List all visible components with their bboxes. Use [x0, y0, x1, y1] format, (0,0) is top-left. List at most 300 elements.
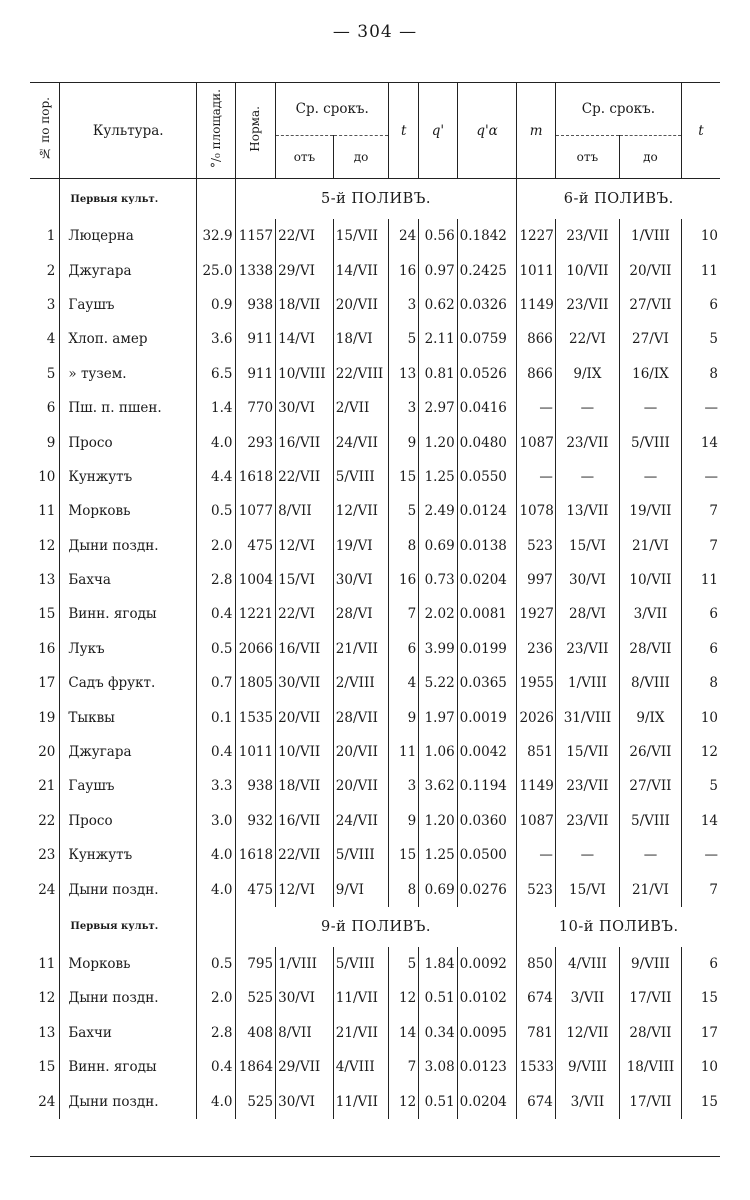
qa-value: 0.0102 — [457, 981, 517, 1015]
header-to-2: до — [619, 136, 681, 179]
crop-name: Винн. ягоды — [60, 597, 197, 631]
t-value: 3 — [389, 288, 419, 322]
term-to-2: 19/VII — [619, 494, 681, 528]
table-row — [30, 700, 720, 734]
qa-value: 0.0124 — [457, 494, 517, 528]
m-value: 866 — [517, 322, 555, 356]
table-row — [30, 735, 720, 769]
t-value-2: 14 — [681, 425, 720, 459]
term-to: 30/VI — [333, 563, 389, 597]
term-from-2: — — [555, 460, 619, 494]
header-to: до — [333, 136, 389, 179]
term-to: 5/VIII — [333, 947, 389, 981]
q-value: 0.51 — [419, 981, 457, 1015]
q-value: 0.56 — [419, 219, 457, 253]
row-number: 19 — [38, 709, 56, 726]
qa-value: 0.0500 — [457, 838, 517, 872]
t-value-2: 12 — [681, 735, 720, 769]
term-to-2: 27/VI — [619, 322, 681, 356]
row-number: 5 — [46, 365, 56, 382]
area-percent: 2.8 — [197, 1016, 235, 1050]
term-from-2: 23/VII — [555, 804, 619, 838]
term-from: 30/VI — [276, 981, 334, 1015]
row-number: 2 — [46, 262, 56, 279]
area-percent: 3.6 — [197, 322, 235, 356]
crop-name: Просо — [60, 804, 197, 838]
term-to-2: 26/VII — [619, 735, 681, 769]
t-value: 8 — [389, 872, 419, 906]
t-value: 3 — [389, 769, 419, 803]
t-value: 16 — [389, 563, 419, 597]
t-value-2: 17 — [681, 1016, 720, 1050]
m-value: — — [517, 391, 555, 425]
q-value: 0.34 — [419, 1016, 457, 1050]
term-from: 10/VIII — [276, 357, 334, 391]
table-row — [30, 1016, 720, 1050]
term-to: 18/VI — [333, 322, 389, 356]
norm: 475 — [235, 529, 276, 563]
table-header — [30, 83, 720, 179]
row-number: 3 — [46, 296, 56, 313]
term-to-2: — — [619, 838, 681, 872]
table-row — [30, 357, 720, 391]
norm: 1535 — [235, 700, 276, 734]
term-to: 9/VI — [333, 872, 389, 906]
term-from: 18/VII — [276, 769, 334, 803]
q-value: 3.62 — [419, 769, 457, 803]
term-from: 16/VII — [276, 804, 334, 838]
t-value: 5 — [389, 947, 419, 981]
t-value: 5 — [389, 322, 419, 356]
term-from-2: 9/VIII — [555, 1050, 619, 1084]
table-row — [30, 666, 720, 700]
row-number: 1 — [46, 228, 56, 245]
table-row — [30, 981, 720, 1015]
row-number: 13 — [38, 572, 56, 589]
t-value-2: 6 — [681, 947, 720, 981]
t-value-2: 10 — [681, 1050, 720, 1084]
qa-value: 0.0081 — [457, 597, 517, 631]
term-to-2: 28/VII — [619, 1016, 681, 1050]
crop-name: » тузем. — [60, 357, 197, 391]
row-number: 24 — [38, 1093, 56, 1110]
t-value-2: 7 — [681, 494, 720, 528]
crop-name: Дыни поздн. — [60, 529, 197, 563]
q-value: 2.11 — [419, 322, 457, 356]
table-row — [30, 425, 720, 459]
table-row — [30, 632, 720, 666]
header-crop: Культура. — [60, 83, 197, 179]
m-value: — — [517, 838, 555, 872]
t-value: 12 — [389, 981, 419, 1015]
norm: 1618 — [235, 460, 276, 494]
term-to-2: 27/VII — [619, 288, 681, 322]
area-percent: 2.0 — [197, 529, 235, 563]
t-value-2: 5 — [681, 322, 720, 356]
t-value: 24 — [389, 219, 419, 253]
term-to-2: 16/IX — [619, 357, 681, 391]
term-to: 28/VI — [333, 597, 389, 631]
area-percent: 0.5 — [197, 494, 235, 528]
term-from: 8/VII — [276, 1016, 334, 1050]
irrigation-label-b: 10-й ПОЛИВЪ. — [517, 907, 720, 947]
table-row — [30, 872, 720, 906]
term-from: 30/VI — [276, 391, 334, 425]
q-value: 0.62 — [419, 288, 457, 322]
qa-value: 0.1194 — [457, 769, 517, 803]
term-from-2: 15/VII — [555, 735, 619, 769]
term-from-2: 1/VIII — [555, 666, 619, 700]
term-to: 21/VII — [333, 1016, 389, 1050]
irrigation-table — [30, 82, 720, 1119]
term-to-2: 27/VII — [619, 769, 681, 803]
term-to: 5/VIII — [333, 838, 389, 872]
qa-value: 0.2425 — [457, 253, 517, 287]
t-value: 15 — [389, 460, 419, 494]
qa-value: 0.0759 — [457, 322, 517, 356]
header-from-2: отъ — [555, 136, 619, 179]
t-value-2: 11 — [681, 253, 720, 287]
term-to-2: 5/VIII — [619, 804, 681, 838]
crop-name: Джугара — [60, 253, 197, 287]
row-number: 16 — [38, 640, 56, 657]
term-to: 2/VIII — [333, 666, 389, 700]
term-to: 14/VII — [333, 253, 389, 287]
t-value-2: 10 — [681, 700, 720, 734]
t-value-2: — — [681, 838, 720, 872]
table-row — [30, 563, 720, 597]
t-value: 12 — [389, 1084, 419, 1118]
table-row — [30, 838, 720, 872]
q-value: 2.02 — [419, 597, 457, 631]
section-name: Первыя культ. — [60, 179, 197, 220]
row-number: 15 — [38, 1059, 56, 1076]
term-from-2: 30/VI — [555, 563, 619, 597]
area-percent: 4.0 — [197, 872, 235, 906]
m-value: 1955 — [517, 666, 555, 700]
area-percent: 4.0 — [197, 425, 235, 459]
qa-value: 0.0204 — [457, 563, 517, 597]
header-norm: Норма. — [235, 83, 276, 179]
term-from-2: 3/VII — [555, 1084, 619, 1118]
m-value: 1087 — [517, 425, 555, 459]
crop-name: Бахчи — [60, 1016, 197, 1050]
m-value: 851 — [517, 735, 555, 769]
t-value-2: 6 — [681, 632, 720, 666]
qa-value: 0.0526 — [457, 357, 517, 391]
t-value-2: 14 — [681, 804, 720, 838]
term-to: 2/VII — [333, 391, 389, 425]
norm: 1077 — [235, 494, 276, 528]
t-value: 9 — [389, 700, 419, 734]
area-percent: 32.9 — [197, 219, 235, 253]
q-value: 1.06 — [419, 735, 457, 769]
m-value: 236 — [517, 632, 555, 666]
crop-name: Лукъ — [60, 632, 197, 666]
header-m: m — [517, 83, 555, 179]
t-value: 6 — [389, 632, 419, 666]
header-t-2: t — [681, 83, 720, 179]
q-value: 1.25 — [419, 460, 457, 494]
term-from: 14/VI — [276, 322, 334, 356]
term-to-2: 17/VII — [619, 981, 681, 1015]
term-from-2: 23/VII — [555, 219, 619, 253]
term-to: 20/VII — [333, 769, 389, 803]
term-to: 24/VII — [333, 425, 389, 459]
term-from: 16/VII — [276, 425, 334, 459]
qa-value: 0.0199 — [457, 632, 517, 666]
term-from-2: 4/VIII — [555, 947, 619, 981]
irrigation-label-a: 5-й ПОЛИВЪ. — [235, 179, 517, 220]
m-value: 523 — [517, 529, 555, 563]
area-percent: 0.5 — [197, 632, 235, 666]
crop-name: Дыни поздн. — [60, 1084, 197, 1118]
header-area: °/₀ площади. — [197, 83, 235, 179]
m-value: 674 — [517, 981, 555, 1015]
term-from: 22/VI — [276, 219, 334, 253]
m-value: 781 — [517, 1016, 555, 1050]
q-value: 0.69 — [419, 872, 457, 906]
table-row — [30, 288, 720, 322]
norm: 525 — [235, 981, 276, 1015]
crop-name: Пш. п. пшен. — [60, 391, 197, 425]
section-spacer — [197, 179, 235, 220]
header-t: t — [389, 83, 419, 179]
q-value: 3.99 — [419, 632, 457, 666]
t-value-2: 15 — [681, 1084, 720, 1118]
term-to-2: 17/VII — [619, 1084, 681, 1118]
qa-value: 0.1842 — [457, 219, 517, 253]
t-value: 16 — [389, 253, 419, 287]
norm: 938 — [235, 769, 276, 803]
row-number: 21 — [38, 778, 56, 795]
term-to-2: 8/VIII — [619, 666, 681, 700]
term-to-2: 28/VII — [619, 632, 681, 666]
m-value: 850 — [517, 947, 555, 981]
header-q: q' — [419, 83, 457, 179]
term-from-2: — — [555, 838, 619, 872]
term-from-2: 12/VII — [555, 1016, 619, 1050]
crop-name: Просо — [60, 425, 197, 459]
row-number: 22 — [38, 812, 56, 829]
table-row — [30, 769, 720, 803]
term-to: 28/VII — [333, 700, 389, 734]
q-value: 1.20 — [419, 425, 457, 459]
term-from: 15/VI — [276, 563, 334, 597]
q-value: 2.97 — [419, 391, 457, 425]
term-from-2: 31/VIII — [555, 700, 619, 734]
term-to-2: 5/VIII — [619, 425, 681, 459]
term-to-2: 20/VII — [619, 253, 681, 287]
term-from-2: 10/VII — [555, 253, 619, 287]
q-value: 5.22 — [419, 666, 457, 700]
t-value: 13 — [389, 357, 419, 391]
t-value-2: 6 — [681, 597, 720, 631]
m-value: 523 — [517, 872, 555, 906]
qa-value: 0.0276 — [457, 872, 517, 906]
area-percent: 1.4 — [197, 391, 235, 425]
m-value: 1533 — [517, 1050, 555, 1084]
crop-name: Хлоп. амер — [60, 322, 197, 356]
term-from-2: 23/VII — [555, 425, 619, 459]
qa-value: 0.0095 — [457, 1016, 517, 1050]
term-from: 10/VII — [276, 735, 334, 769]
row-number: 9 — [46, 434, 56, 451]
term-to: 11/VII — [333, 1084, 389, 1118]
table-row — [30, 804, 720, 838]
row-number: 4 — [46, 331, 56, 348]
norm: 1805 — [235, 666, 276, 700]
m-value: 1227 — [517, 219, 555, 253]
term-to-2: — — [619, 391, 681, 425]
area-percent: 2.0 — [197, 981, 235, 1015]
row-number: 10 — [38, 468, 56, 485]
irrigation-label-a: 9-й ПОЛИВЪ. — [235, 907, 517, 947]
crop-name: Люцерна — [60, 219, 197, 253]
q-value: 2.49 — [419, 494, 457, 528]
m-value: 1078 — [517, 494, 555, 528]
norm: 911 — [235, 322, 276, 356]
t-value-2: 15 — [681, 981, 720, 1015]
table-row — [30, 219, 720, 253]
section-header-row — [30, 907, 720, 947]
term-to-2: — — [619, 460, 681, 494]
term-from-2: 13/VII — [555, 494, 619, 528]
q-value: 0.51 — [419, 1084, 457, 1118]
term-to-2: 3/VII — [619, 597, 681, 631]
term-from: 8/VII — [276, 494, 334, 528]
qa-value: 0.0360 — [457, 804, 517, 838]
term-to: 20/VII — [333, 288, 389, 322]
table-row — [30, 529, 720, 563]
bottom-rule — [30, 1156, 720, 1157]
term-from: 29/VI — [276, 253, 334, 287]
row-number: 13 — [38, 1024, 56, 1041]
header-from: отъ — [276, 136, 334, 179]
q-value: 0.81 — [419, 357, 457, 391]
norm: 1004 — [235, 563, 276, 597]
section-spacer — [30, 907, 60, 947]
area-percent: 6.5 — [197, 357, 235, 391]
m-value: 1149 — [517, 288, 555, 322]
norm: 1618 — [235, 838, 276, 872]
q-value: 3.08 — [419, 1050, 457, 1084]
table-body — [30, 179, 720, 1119]
t-value-2: — — [681, 391, 720, 425]
area-percent: 4.0 — [197, 1084, 235, 1118]
t-value-2: 8 — [681, 357, 720, 391]
header-number: № по пор. — [30, 83, 60, 179]
term-to: 5/VIII — [333, 460, 389, 494]
t-value-2: 5 — [681, 769, 720, 803]
row-number: 12 — [38, 990, 56, 1007]
crop-name: Дыни поздн. — [60, 872, 197, 906]
norm: 525 — [235, 1084, 276, 1118]
area-percent: 4.4 — [197, 460, 235, 494]
area-percent: 0.5 — [197, 947, 235, 981]
norm: 2066 — [235, 632, 276, 666]
crop-name: Дыни поздн. — [60, 981, 197, 1015]
qa-value: 0.0550 — [457, 460, 517, 494]
section-spacer — [30, 179, 60, 220]
page-number: — 304 — — [332, 22, 418, 42]
area-percent: 25.0 — [197, 253, 235, 287]
crop-name: Гаушъ — [60, 288, 197, 322]
term-to-2: 9/VIII — [619, 947, 681, 981]
t-value: 3 — [389, 391, 419, 425]
t-value: 14 — [389, 1016, 419, 1050]
area-percent: 0.1 — [197, 700, 235, 734]
term-from: 1/VIII — [276, 947, 334, 981]
area-percent: 0.7 — [197, 666, 235, 700]
term-to: 15/VII — [333, 219, 389, 253]
t-value-2: 8 — [681, 666, 720, 700]
qa-value: 0.0138 — [457, 529, 517, 563]
t-value-2: — — [681, 460, 720, 494]
m-value: 674 — [517, 1084, 555, 1118]
qa-value: 0.0123 — [457, 1050, 517, 1084]
term-to: 12/VII — [333, 494, 389, 528]
t-value-2: 7 — [681, 529, 720, 563]
q-value: 1.20 — [419, 804, 457, 838]
q-value: 0.69 — [419, 529, 457, 563]
t-value: 11 — [389, 735, 419, 769]
table-row — [30, 322, 720, 356]
q-value: 0.97 — [419, 253, 457, 287]
term-from: 22/VII — [276, 460, 334, 494]
table-row — [30, 494, 720, 528]
term-from: 30/VI — [276, 1084, 334, 1118]
term-from: 20/VII — [276, 700, 334, 734]
row-number: 11 — [38, 956, 56, 972]
crop-name: Кунжутъ — [60, 460, 197, 494]
term-from-2: 3/VII — [555, 981, 619, 1015]
norm: 1338 — [235, 253, 276, 287]
t-value-2: 11 — [681, 563, 720, 597]
m-value: 866 — [517, 357, 555, 391]
term-from: 12/VI — [276, 872, 334, 906]
norm: 770 — [235, 391, 276, 425]
term-to: 24/VII — [333, 804, 389, 838]
t-value: 9 — [389, 425, 419, 459]
term-to-2: 10/VII — [619, 563, 681, 597]
term-from-2: 23/VII — [555, 769, 619, 803]
qa-value: 0.0480 — [457, 425, 517, 459]
t-value: 7 — [389, 597, 419, 631]
t-value-2: 7 — [681, 872, 720, 906]
area-percent: 3.3 — [197, 769, 235, 803]
norm: 932 — [235, 804, 276, 838]
qa-value: 0.0204 — [457, 1084, 517, 1118]
t-value: 8 — [389, 529, 419, 563]
norm: 911 — [235, 357, 276, 391]
norm: 475 — [235, 872, 276, 906]
term-to-2: 18/VIII — [619, 1050, 681, 1084]
crop-name: Морковь — [60, 494, 197, 528]
header-avg-term: Ср. срокъ. — [276, 83, 389, 136]
qa-value: 0.0326 — [457, 288, 517, 322]
term-to-2: 9/IX — [619, 700, 681, 734]
section-name: Первыя культ. — [60, 907, 197, 947]
area-percent: 2.8 — [197, 563, 235, 597]
table-row — [30, 460, 720, 494]
t-value: 4 — [389, 666, 419, 700]
term-from: 18/VII — [276, 288, 334, 322]
term-from: 29/VII — [276, 1050, 334, 1084]
irrigation-label-b: 6-й ПОЛИВЪ. — [517, 179, 720, 220]
qa-value: 0.0092 — [457, 947, 517, 981]
term-from-2: 23/VII — [555, 288, 619, 322]
